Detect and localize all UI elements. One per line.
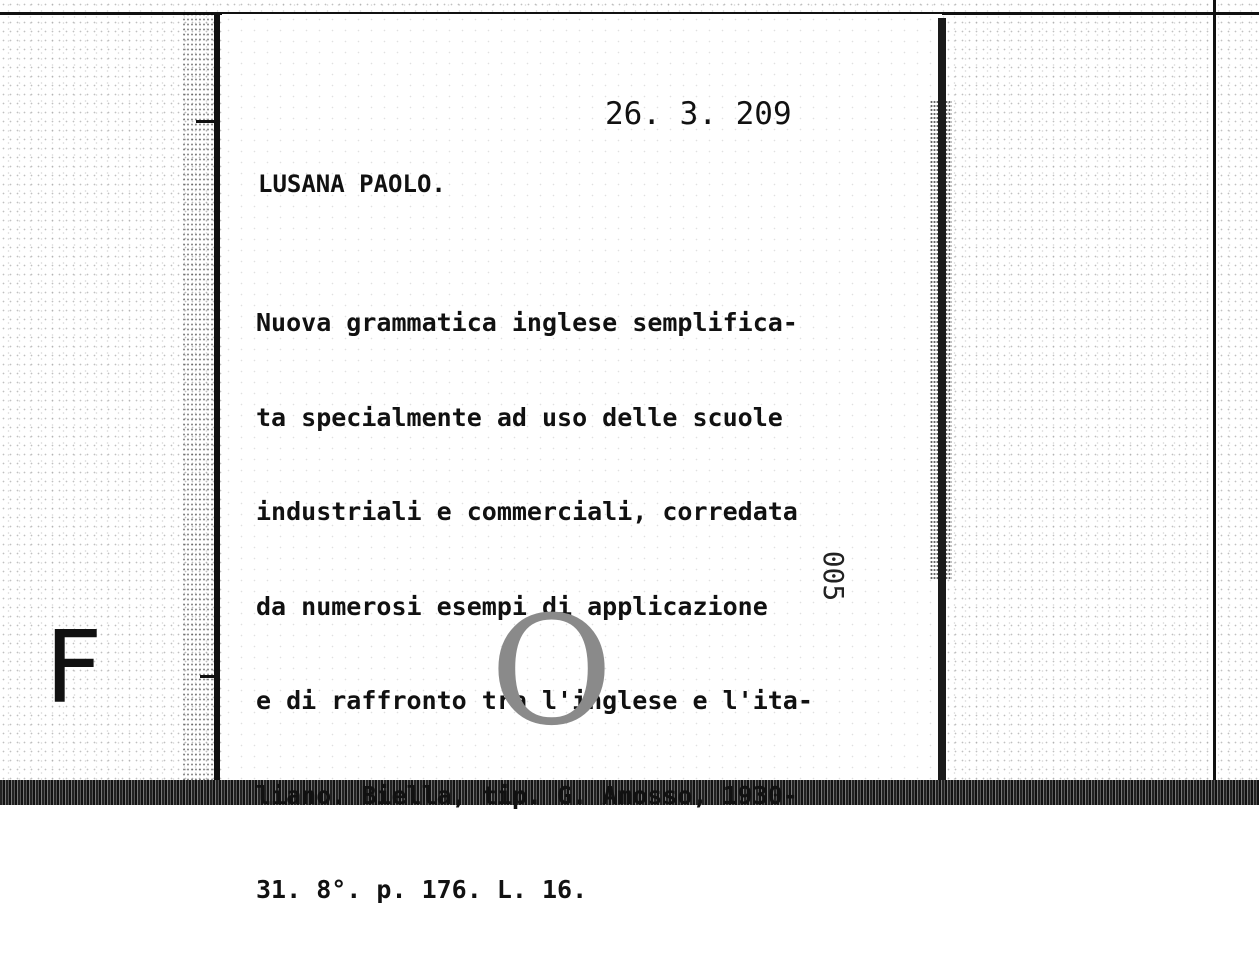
drawer-letter-f: F <box>45 609 103 726</box>
description-line: liano. Biella, tip. G. Amosso, 1930- <box>256 780 798 810</box>
description-line: ta specialmente ad uso delle scuole <box>256 402 783 432</box>
description-line: e di raffronto tra l'inglese e l'ita- <box>256 686 813 715</box>
description-line: da numerosi esempi di applicazione <box>256 591 768 621</box>
card-left-edge <box>214 12 220 782</box>
rotated-stamp-code: 005 <box>817 550 850 602</box>
description-line: Nuova grammatica inglese semplifica- <box>256 308 798 337</box>
left-tick-mark <box>200 675 214 678</box>
card-call-number: 26. 3. 209 <box>605 96 792 132</box>
card-right-edge <box>938 18 946 783</box>
left-card-edge-shadow <box>182 12 216 782</box>
left-tick-mark <box>196 120 218 123</box>
description-line: industriali e commerciali, corredata <box>256 497 798 526</box>
drawer-hole-o: O <box>490 585 613 759</box>
card-author: LUSANA PAOLO. <box>258 170 446 198</box>
description-line: 31. 8°. p. 176. L. 16. <box>256 875 588 904</box>
right-border-line <box>1213 0 1216 805</box>
